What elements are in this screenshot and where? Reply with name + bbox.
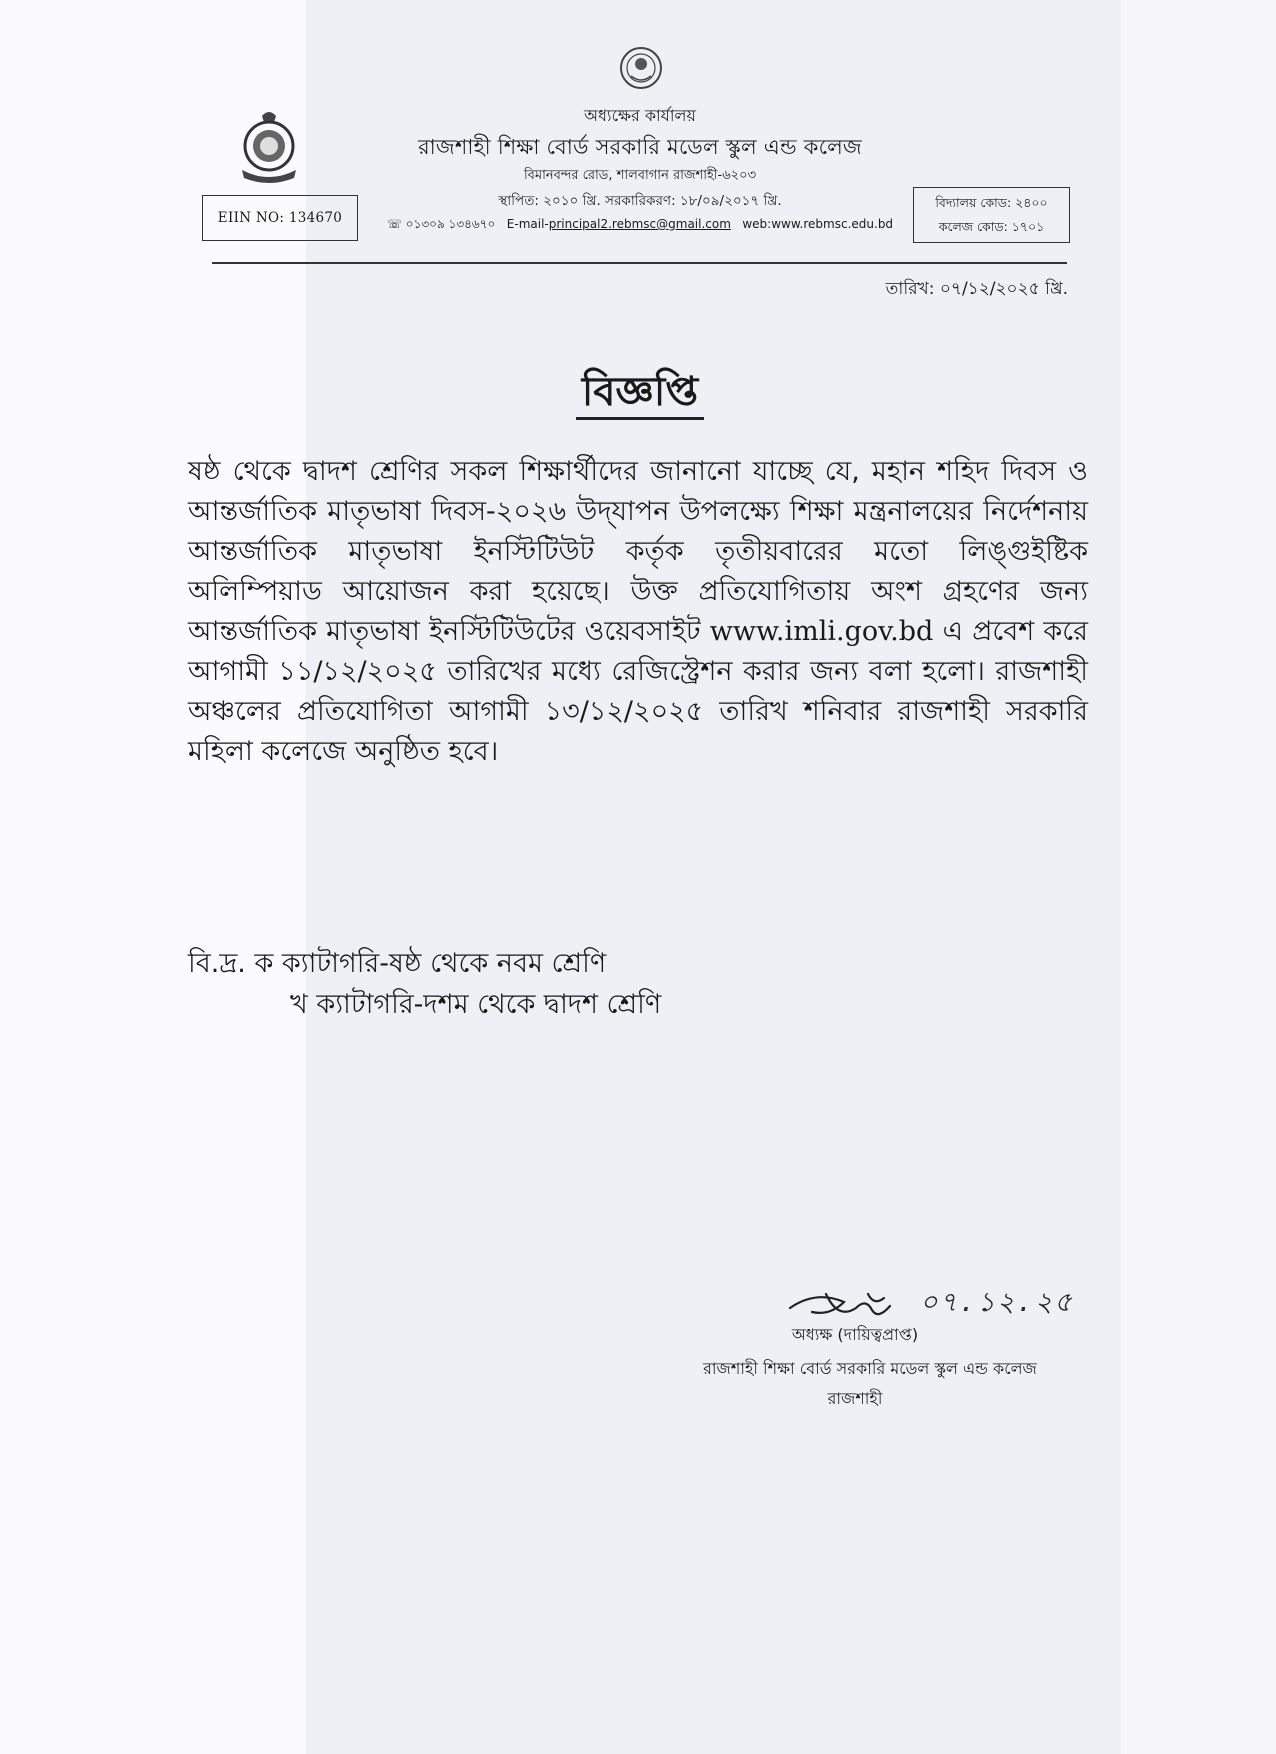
header-divider: [212, 262, 1067, 264]
phone-number: ০১৩০৯ ১৩৪৬৭০: [405, 217, 496, 231]
institution-code-box: [913, 187, 1070, 243]
eiin-box: [202, 195, 358, 241]
signatory-institution: রাজশাহী শিক্ষা বোর্ড সরকারি মডেল স্কুল এন্ড কলেজ: [703, 1359, 1037, 1378]
nb-category-b: খ ক্যাটাগরি-দশম থেকে দ্বাদশ শ্রেণি: [290, 989, 662, 1020]
website-link[interactable]: www.imli.gov.bd: [709, 616, 934, 647]
nb-category-a: বি.দ্র. ক ক্যাটাগরি-ষষ্ঠ থেকে নবম শ্রেণি: [188, 948, 607, 979]
signatory-place: রাজশাহী: [827, 1389, 883, 1408]
school-logo-icon: [236, 108, 302, 184]
notice-body-part1: ষষ্ঠ থেকে দ্বাদশ শ্রেণির সকল শিক্ষার্থীদের জানানো যাচ্ছে যে, মহান শহিদ দিবস ও আন্তর্জাতিক মাতৃভাষা দিবস-২০২৬ উদ্‌যাপন উপলক্ষ্যে শিক্ষা মন্ত্রনালয়ের নির্দেশনায় আন্তর্জাতিক মাতৃভাষা ইনস্টিটিউট কর্তৃক তৃতীয়বারের মতো লিঙ্গুইষ্টিক অলিম্পিয়াড আয়োজন করা হয়েছে। উক্ত প্রতিযোগিতায় অংশ গ্রহণের জন্য আন্তর্জাতিক মাতৃভাষা ইনস্টিটিউটের ওয়েবসাইট: [188, 456, 1088, 647]
institution-address: বিমানবন্দর রোড, শালবাগান রাজশাহী-৬২০৩: [523, 168, 757, 183]
notice-title: [440, 360, 840, 427]
notice-body-part2: এ প্রবেশ করে আগামী ১১/১২/২০২৫ তারিখের মধ্যে রেজিস্ট্রেশন করার জন্য বলা হলো। রাজশাহী অঞ্চলের প্রতিযোগিতা আগামী ১৩/১২/২০২৫ তারিখ শনিবার রাজশাহী সরকারি মহিলা কলেজে অনুষ্ঠিত হবে।: [188, 616, 1088, 767]
school-code: বিদ্যালয় কোড: ২৪০০: [935, 195, 1048, 210]
established-info: স্থাপিত: ২০১০ খ্রি. সরকারিকরণ: ১৮/০৯/২০১৭ খ্রি.: [498, 193, 782, 209]
email-link[interactable]: principal2.rebmsc@gmail.com: [548, 217, 731, 231]
government-seal-icon: [619, 46, 663, 90]
college-code: কলেজ কোড: ১৭০১: [938, 219, 1045, 234]
office-title: অধ্যক্ষের কার্যালয়: [584, 106, 696, 125]
web-link[interactable]: web:www.rebmsc.edu.bd: [742, 217, 894, 231]
contact-line: [380, 216, 900, 236]
notice-date: তারিখ: ০৭/১২/২০২৫ খ্রি.: [885, 279, 1068, 299]
notice-title-text: বিজ্ঞপ্তি: [576, 369, 704, 420]
phone-icon: ☏: [386, 217, 402, 231]
eiin-number: EIIN NO: 134670: [217, 210, 343, 226]
email-label: E-mail-: [506, 217, 549, 231]
institution-name: রাজশাহী শিক্ষা বোর্ড সরকারি মডেল স্কুল এন্ড কলেজ: [418, 135, 862, 159]
notice-body: [188, 452, 1088, 772]
signature-date: ০৭.১২.২৫: [920, 1287, 1074, 1318]
signatory-title: অধ্যক্ষ (দায়িত্বপ্রাপ্ত): [791, 1325, 919, 1344]
